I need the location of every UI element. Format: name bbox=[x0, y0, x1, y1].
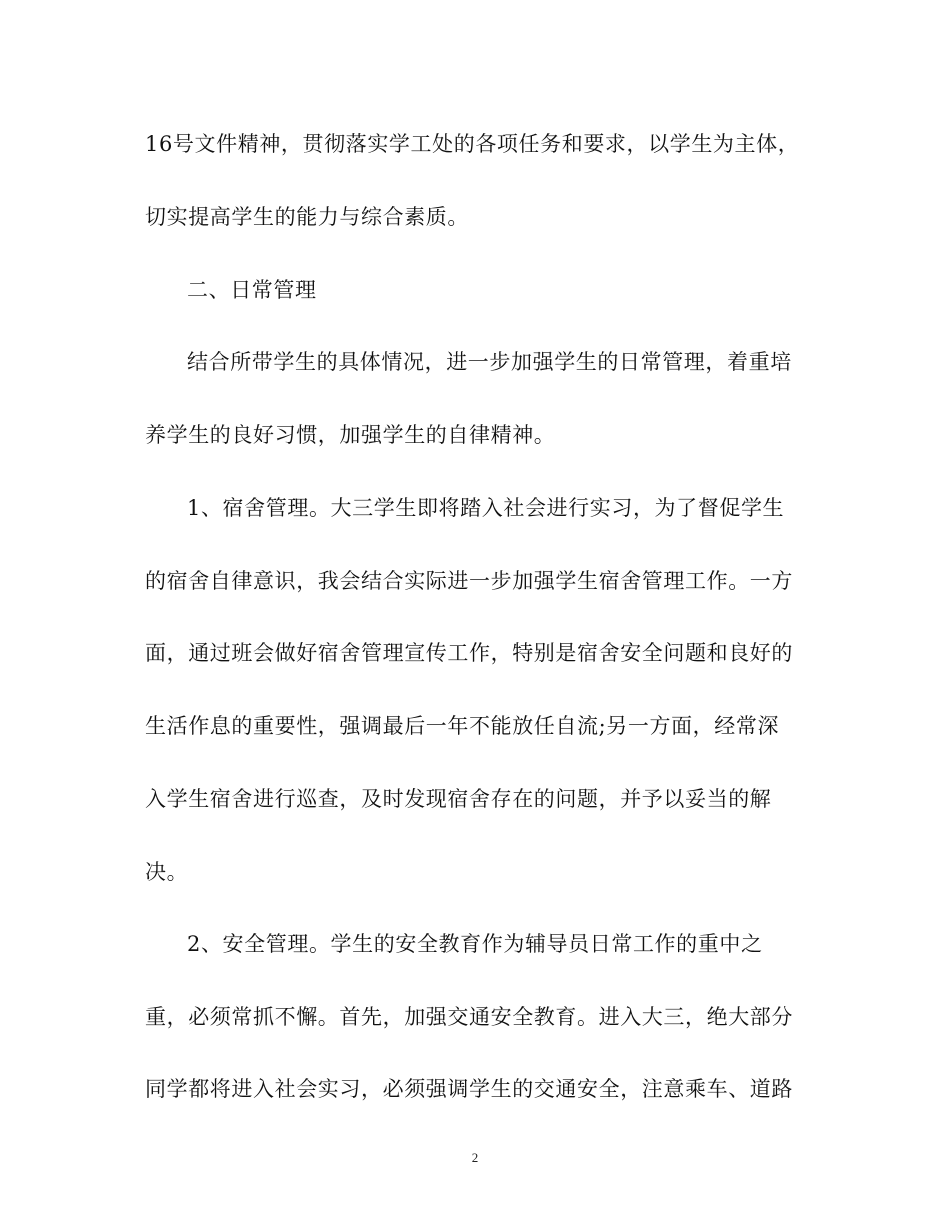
text-line: 养学生的良好习惯，加强学生的自律精神。 bbox=[145, 423, 556, 447]
text-line: 入学生宿舍进行巡查，及时发现宿舍存在的问题，并予以妥当的解 bbox=[145, 787, 772, 811]
text-line: 的宿舍自律意识，我会结合实际进一步加强学生宿舍管理工作。一方 bbox=[145, 569, 793, 593]
text-line: 结合所带学生的具体情况，进一步加强学生的日常管理，着重培 bbox=[187, 350, 792, 374]
text-line: 1、宿舍管理。大三学生即将踏入社会进行实习，为了督促学生 bbox=[187, 496, 785, 520]
text-line: 同学都将进入社会实习，必须强调学生的交通安全，注意乘车、道路 bbox=[145, 1077, 793, 1101]
text-line: 重，必须常抓不懈。首先，加强交通安全教育。进入大三，绝大部分 bbox=[145, 1005, 793, 1029]
text-line: 面，通过班会做好宿舍管理宣传工作，特别是宿舍安全问题和良好的 bbox=[145, 641, 793, 665]
page-number: 2 bbox=[471, 1150, 479, 1165]
text-line: 2、安全管理。学生的安全教育作为辅导员日常工作的重中之 bbox=[187, 932, 763, 956]
section-heading: 二、日常管理 bbox=[187, 278, 317, 302]
text-line: 生活作息的重要性，强调最后一年不能放任自流;另一方面，经常深 bbox=[145, 714, 780, 738]
text-line: 16号文件精神，贯彻落实学工处的各项任务和要求，以学生为主体， bbox=[145, 132, 800, 156]
text-line: 切实提高学生的能力与综合素质。 bbox=[145, 205, 469, 229]
text-line: 决。 bbox=[145, 860, 189, 884]
